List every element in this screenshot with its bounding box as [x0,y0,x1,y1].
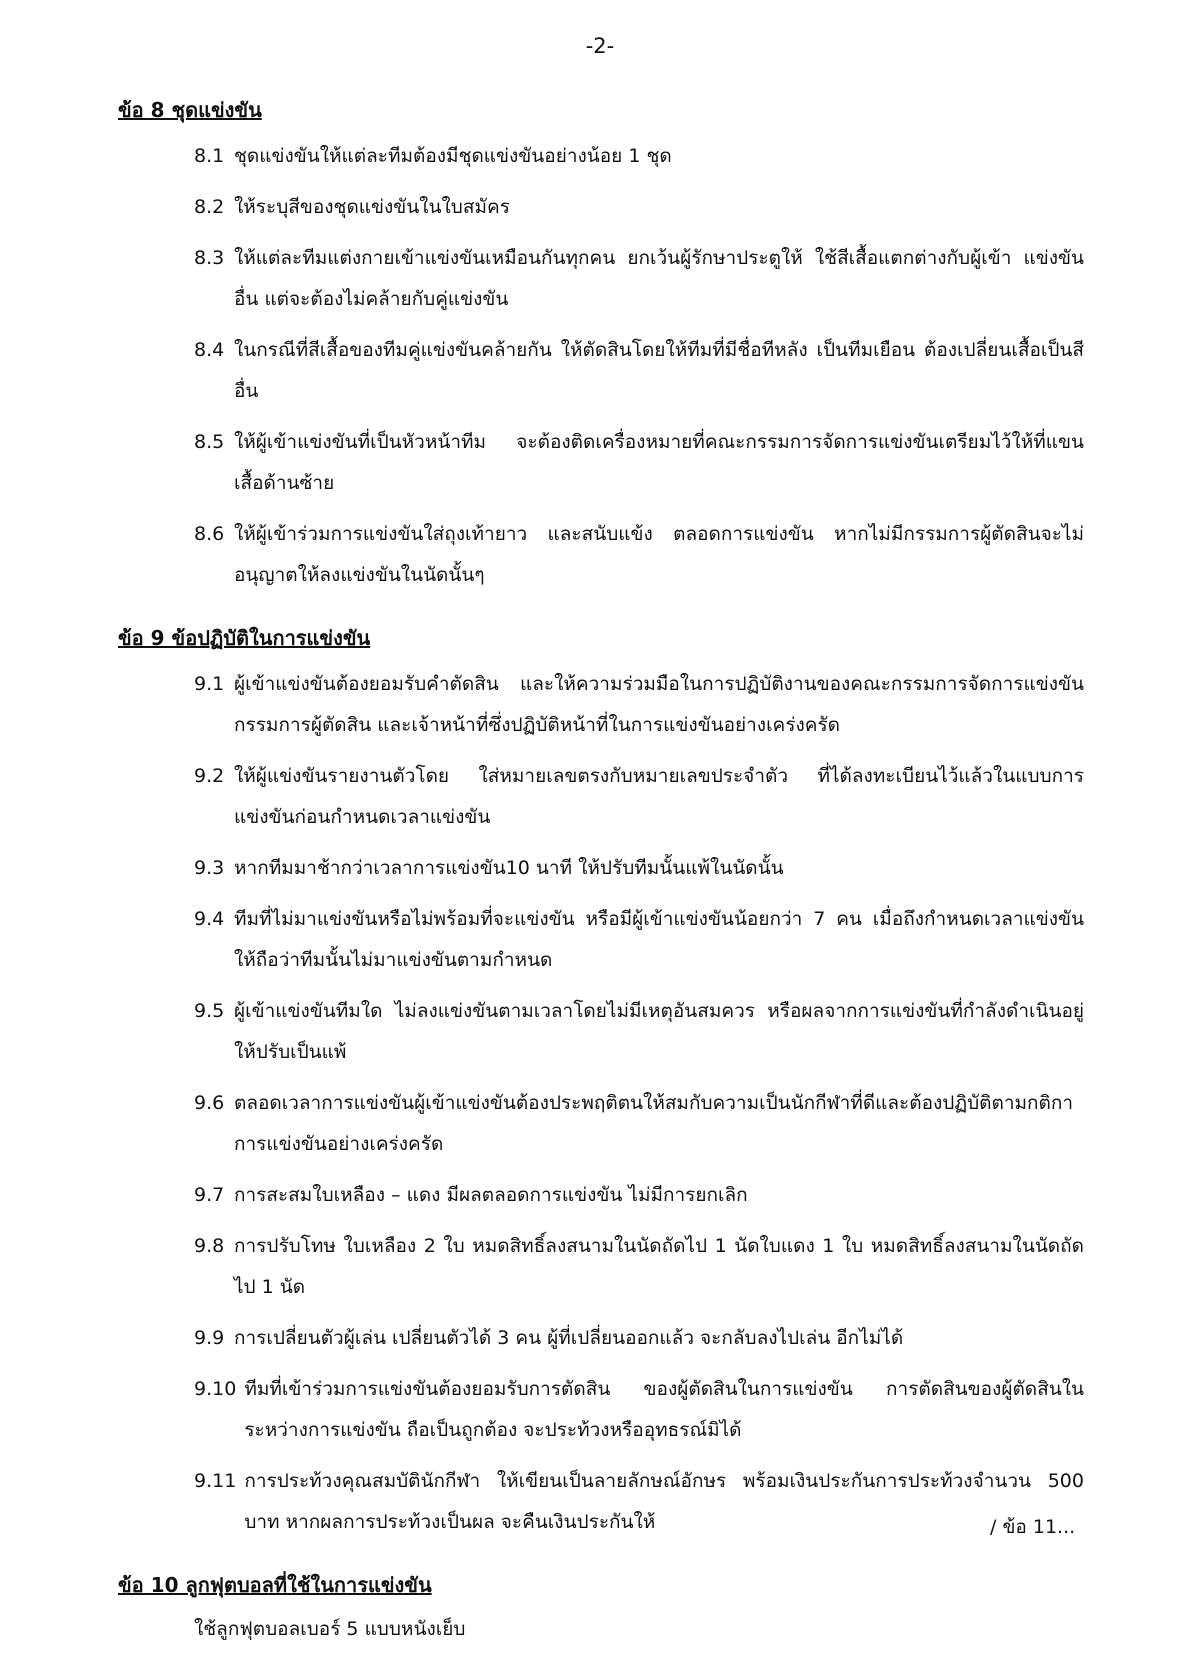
item-number: 8.1 [194,145,225,167]
list-item [194,1318,1084,1359]
list-item [194,756,1084,838]
item-number: 9.6 [194,1092,225,1114]
list-item [194,1461,1084,1543]
item-number: 9.2 [194,765,225,787]
list-item [194,899,1084,981]
list-item [194,848,1084,889]
item-text: ให้แต่ละทีมแต่งกายเข้าแข่งขันเหมือนกันทุกคน ยกเว้นผู้รักษาประตูให้ ใช้สีเสื้อแตกต่างกับผู้เข้า แข่งขันอื่น แต่จะต้องไม่คล้ายกับคู่แข่งขัน [234,247,1084,310]
item-number: 9.7 [194,1184,225,1206]
item-text: การประท้วงคุณสมบัตินักกีฬา ให้เขียนเป็นลายลักษณ์อักษร พร้อมเงินประกันการประท้วงจำนวน 500 บาท หากผลการประท้วงเป็นผล จะคืนเงินประกันให้ [244,1470,1084,1533]
item-text: ให้ผู้เข้าร่วมการแข่งขันใส่ถุงเท้ายาว และสนับแข้ง ตลอดการแข่งขัน หากไม่มีกรรมการผู้ตัดสินจะไม่อนุญาตให้ลงแข่งขันในนัดนั้นๆ [234,523,1084,586]
page-number: -2- [585,34,615,58]
item-text: ทีมที่เข้าร่วมการแข่งขันต้องยอมรับการตัดสิน ของผู้ตัดสินในการแข่งขัน การตัดสินของผู้ตัดสินในระหว่างการแข่งขัน ถือเป็นถูกต้อง จะประท้วงหรืออุทธรณ์มิได้ [244,1378,1084,1441]
section-10 [118,1571,1084,1647]
item-number: 8.5 [194,431,225,453]
item-text: การสะสมใบเหลือง – แดง มีผลตลอดการแข่งขัน ไม่มีการยกเลิก [234,1184,748,1206]
item-text: ชุดแข่งขันให้แต่ละทีมต้องมีชุดแข่งขันอย่างน้อย 1 ชุด [234,145,672,167]
list-item [194,136,1084,177]
item-text: การปรับโทษ ใบเหลือง 2 ใบ หมดสิทธิ์ลงสนามในนัดถัดไป 1 นัดใบแดง 1 ใบ หมดสิทธิ์ลงสนามในนัดถัดไป 1 นัด [234,1235,1084,1298]
list-item [194,991,1084,1073]
list-item [194,1083,1084,1165]
section-heading: ข้อ 9 ข้อปฏิบัติในการแข่งขัน [118,626,371,650]
item-text: ให้ผู้เข้าแข่งขันที่เป็นหัวหน้าทีม จะต้องติดเครื่องหมายที่คณะกรรมการจัดการแข่งขันเตรียมไว้ให้ที่แขนเสื้อด้านซ้าย [234,431,1084,494]
list-item [194,422,1084,504]
item-number: 9.9 [194,1327,225,1349]
list-item [194,238,1084,320]
item-number: 9.10 [194,1378,237,1400]
paragraph: ใช้ลูกฟุตบอลเบอร์ 5 แบบหนังเย็บ [194,1618,466,1640]
item-number: 8.4 [194,339,225,361]
item-text: การเปลี่ยนตัวผู้เล่น เปลี่ยนตัวได้ 3 คน ผู้ที่เปลี่ยนออกแล้ว จะกลับลงไปเล่น อีกไม่ได้ [234,1327,904,1349]
item-number: 8.2 [194,196,225,218]
section-9 [118,624,1084,1543]
item-text: ให้ระบุสีของชุดแข่งขันในใบสมัคร [234,196,510,218]
list-item [194,330,1084,412]
item-text: หากทีมมาช้ากว่าเวลาการแข่งขัน10 นาที ให้ปรับทีมนั้นแพ้ในนัดนั้น [234,857,784,879]
item-number: 9.4 [194,908,225,930]
item-text: ตลอดเวลาการแข่งขันผู้เข้าแข่งขันต้องประพฤติตนให้สมกับความเป็นนักกีฬาที่ดีและต้องปฏิบัติตามกติกาการแข่งขันอย่างเคร่งครัด [234,1092,1074,1155]
item-number: 9.5 [194,1000,225,1022]
list-item [194,514,1084,596]
section-heading: ข้อ 10 ลูกฟุตบอลที่ใช้ในการแข่งขัน [118,1573,432,1597]
section-8 [118,96,1084,596]
continuation-note: / ข้อ 11... [990,1516,1076,1538]
item-text: ผู้เข้าแข่งขันทีมใด ไม่ลงแข่งขันตามเวลาโดยไม่มีเหตุอันสมควร หรือผลจากการแข่งขันที่กำลังดำเนินอยู่ให้ปรับเป็นแพ้ [234,1000,1084,1063]
list-item [194,664,1084,746]
item-text: ให้ผู้แข่งขันรายงานตัวโดย ใส่หมายเลขตรงกับหมายเลขประจำตัว ที่ได้ลงทะเบียนไว้แล้วในแบบการแข่งขันก่อนกำหนดเวลาแข่งขัน [234,765,1084,828]
item-number: 8.3 [194,247,225,269]
item-text: ผู้เข้าแข่งขันต้องยอมรับคำตัดสิน และให้ความร่วมมือในการปฏิบัติงานของคณะกรรมการจัดการแข่งขัน กรรมการผู้ตัดสิน และเจ้าหน้าที่ซึ่งปฏิบัติหน้าที่ในการแข่งขันอย่างเคร่งครัด [234,673,1084,736]
item-number: 8.6 [194,523,225,545]
document-body [118,96,1084,1675]
item-number: 9.11 [194,1470,237,1492]
item-number: 9.1 [194,673,225,695]
section-heading: ข้อ 8 ชุดแข่งขัน [118,98,262,122]
item-number: 9.8 [194,1235,225,1257]
list-item [194,1226,1084,1308]
list-item [194,1175,1084,1216]
item-text: ในกรณีที่สีเสื้อของทีมคู่แข่งขันคล้ายกัน ให้ตัดสินโดยให้ทีมที่มีชื่อทีหลัง เป็นทีมเยือน ต้องเปลี่ยนเสื้อเป็นสีอื่น [234,339,1084,402]
item-number: 9.3 [194,857,225,879]
list-item [194,187,1084,228]
list-item [194,1369,1084,1451]
item-text: ทีมที่ไม่มาแข่งขันหรือไม่พร้อมที่จะแข่งขัน หรือมีผู้เข้าแข่งขันน้อยกว่า 7 คน เมื่อถึงกำหนดเวลาแข่งขันให้ถือว่าทีมนั้นไม่มาแข่งขันตามกำหนด [234,908,1084,971]
